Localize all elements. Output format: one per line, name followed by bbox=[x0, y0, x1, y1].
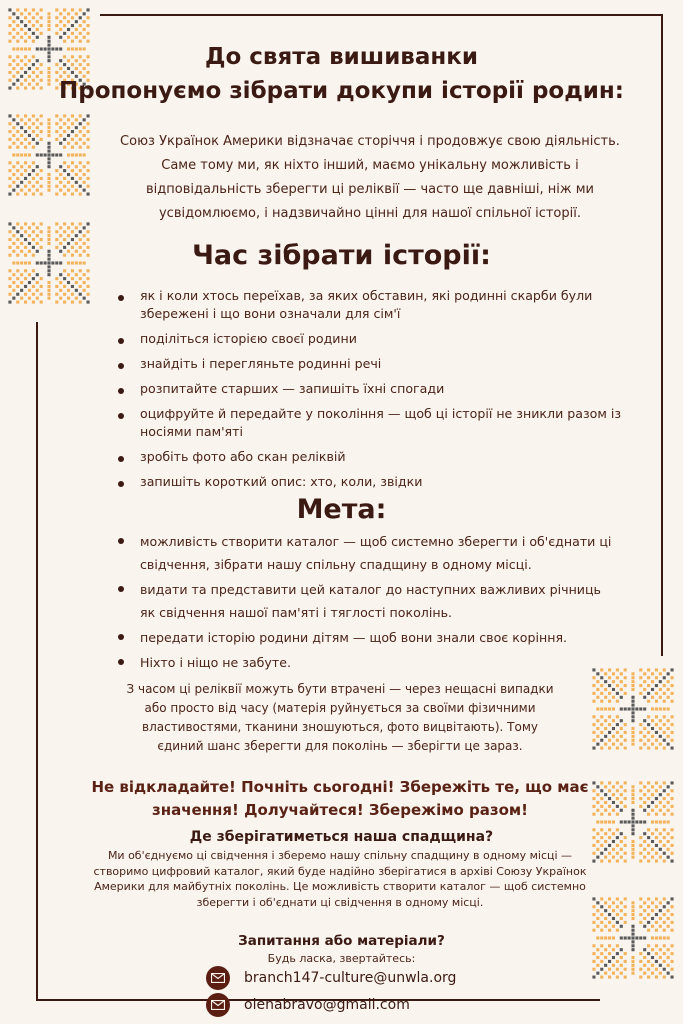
storage-heading: Де зберігатиметься наша спадщина? bbox=[189, 829, 494, 845]
contact-subheading: Будь ласка, звертайтесь: bbox=[267, 952, 416, 965]
call-to-action: Не відкладайте! Почніть сьогодні! Збережіть те, що має значення! Долучайтеся! Збережімо разом! bbox=[91, 778, 589, 819]
intro-paragraph: Союз Українок Америки відзначає сторіччя і продовжує свою діяльність. Саме тому ми, як ніхто інший, маємо унікальну можливість і відповідальність зберегти ці реліквії — часто ще давніші, ніж ми усвідомлюємо, і надзвичайно цінні для нашої спільної історії. bbox=[120, 134, 620, 221]
email-link[interactable]: branch147-culture@unwla.org bbox=[244, 970, 457, 986]
goal-heading: Мета: bbox=[296, 494, 387, 525]
list-item: передати історію родини дітям — щоб вони знали своє коріння. bbox=[118, 626, 618, 649]
envelope-icon bbox=[206, 993, 230, 1017]
contact-email-row bbox=[206, 966, 456, 990]
page-title: До свята вишиванки bbox=[204, 44, 478, 70]
list-item: поділіться історією своєї родини bbox=[118, 330, 628, 348]
list-item: розпитайте старших — запишіть їхні спогади bbox=[118, 380, 628, 398]
list-item: можливість створити каталог — щоб системно зберегти і об'єднати ці свідчення, зібрати нашу спільну спадщину в одному місці. bbox=[118, 530, 618, 576]
embroidery-ornament-icon bbox=[592, 781, 674, 863]
frame-line-right bbox=[661, 14, 663, 656]
list-item: знайдіть і перегляньте родинні речі bbox=[118, 355, 628, 373]
collect-stories-list bbox=[118, 287, 628, 498]
page-subtitle: Пропонуємо зібрати докупи історії родин: bbox=[58, 78, 624, 104]
embroidery-ornament-icon bbox=[592, 668, 674, 750]
warning-paragraph: З часом ці реліквії можуть бути втрачені — через нещасні випадки або просто від часу (матерія руйнується за своїми фізичними властивостями, тканини зношуються, фото вицвітають). Тому єдиний шанс зберегти для поколінь — зберігти це зараз. bbox=[126, 682, 554, 753]
frame-line-top bbox=[100, 14, 663, 16]
list-item: Ніхто і ніщо не забуте. bbox=[118, 651, 618, 674]
collect-stories-heading: Час зібрати історії: bbox=[192, 240, 491, 271]
contact-email-row bbox=[206, 993, 410, 1017]
goal-list bbox=[118, 530, 618, 676]
list-item: видати та представити цей каталог до наступних важливих річниць як свідчення нашої пам'яті і тяглості поколінь. bbox=[118, 578, 618, 624]
list-item: оцифруйте й передайте у покоління — щоб ці історії не зникли разом із носіями пам'яті bbox=[118, 405, 628, 441]
contact-heading: Запитання або матеріали? bbox=[238, 933, 445, 949]
frame-line-left bbox=[36, 322, 38, 1001]
embroidery-ornament-icon bbox=[8, 114, 90, 196]
storage-paragraph: Ми об'єднуємо ці свідчення і зберемо нашу спільну спадщину в одному місці — створимо цифровий каталог, який буде надійно зберігатися в архіві Союзу Українок Америки для майбутніх поколінь. Це можливість створити каталог — щоб системно зберегти і об'єднати ці свідчення в одному місці. bbox=[93, 849, 587, 909]
list-item: зробіть фото або скан реліквій bbox=[118, 448, 628, 466]
list-item: як і коли хтось переїхав, за яких обставин, які родинні скарби були збережені і що вони означали для сім'ї bbox=[118, 287, 628, 323]
email-link[interactable]: olenabravo@gmail.com bbox=[244, 997, 410, 1013]
list-item: запишіть короткий опис: хто, коли, звідки bbox=[118, 473, 628, 491]
envelope-icon bbox=[206, 966, 230, 990]
